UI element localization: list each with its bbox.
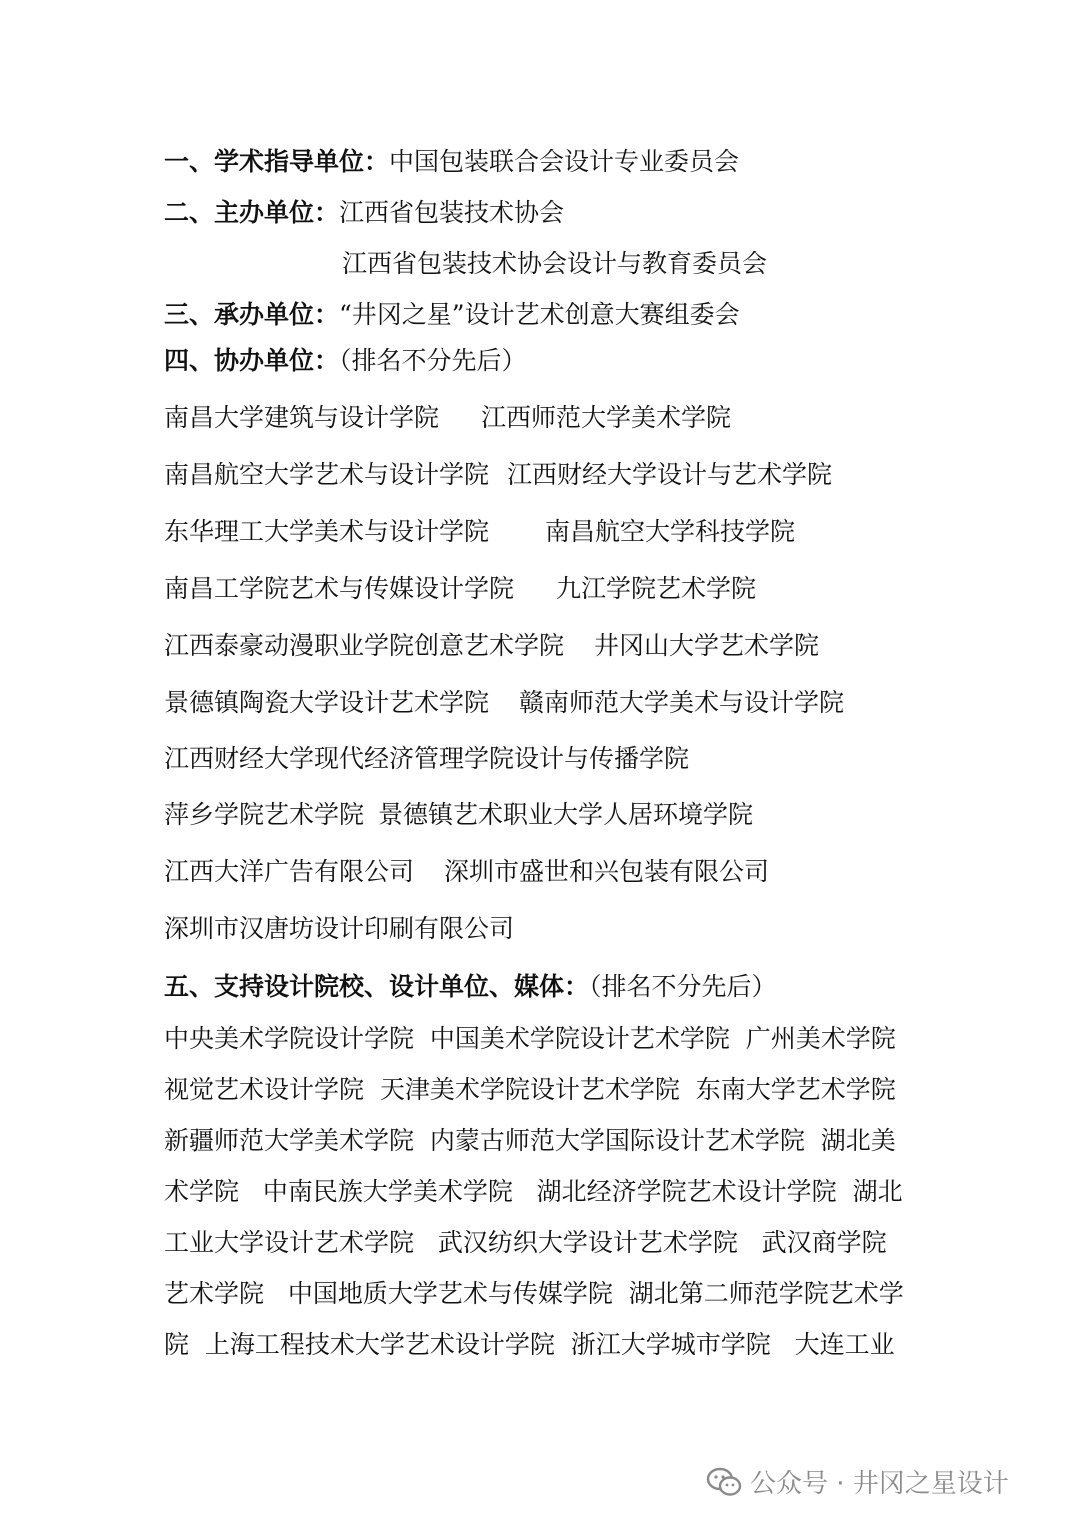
section-1-value: 中国包装联合会设计专业委员会 [389,147,740,176]
co-organizer-row [164,743,920,775]
section-3-value: “井冈之星”设计艺术创意大赛组委会 [339,300,740,329]
section-4-heading: 四、协办单位： [164,346,340,375]
co-organizer-row [164,799,920,831]
supporters-line: 术学院 中南民族大学美术学院 湖北经济学院艺术设计学院 湖北 [164,1177,903,1206]
section-3 [164,299,920,331]
co-organizer-row [164,630,920,662]
section-4 [164,345,920,377]
co-organizer-row [164,516,920,548]
co-organizer: 南昌航空大学艺术与设计学院 [164,460,490,489]
co-organizer: 萍乡学院艺术学院 [164,800,365,829]
co-organizer-row [164,913,920,945]
co-organizer: 江西财经大学设计与艺术学院 [507,460,833,489]
co-organizer: 井冈山大学艺术学院 [594,631,820,660]
section-2-value-1: 江西省包装技术协会 [339,198,565,227]
co-organizer: 深圳市盛世和兴包装有限公司 [444,857,770,886]
section-3-heading: 三、承办单位： [164,300,340,329]
section-2 [164,197,920,229]
co-organizer: 南昌大学建筑与设计学院 [164,403,440,432]
co-organizer-row [164,687,920,719]
section-5-heading: 五、支持设计院校、设计单位、媒体： [164,972,590,1001]
co-organizer-row [164,573,920,605]
co-organizer-row [164,856,920,888]
supporters-line: 中央美术学院设计学院 中国美术学院设计艺术学院 广州美术学院 [164,1024,896,1053]
co-organizer: 南昌航空大学科技学院 [545,517,796,546]
co-organizer: 景德镇陶瓷大学设计艺术学院 [164,688,490,717]
co-organizer: 南昌工学院艺术与传媒设计学院 [164,574,515,603]
co-organizer: 深圳市汉唐坊设计印刷有限公司 [164,914,515,943]
supporters-line: 艺术学院 中国地质大学艺术与传媒学院 湖北第二师范学院艺术学 [164,1279,904,1308]
co-organizer: 东华理工大学美术与设计学院 [164,517,490,546]
supporters-line: 视觉艺术设计学院 天津美术学院设计艺术学院 东南大学艺术学院 [164,1075,896,1104]
co-organizer: 赣南师范大学美术与设计学院 [519,688,845,717]
co-organizer: 江西泰豪动漫职业学院创意艺术学院 [164,631,565,660]
section-1-heading: 一、学术指导单位： [164,147,390,176]
watermark-text: 公众号 · 井冈之星设计 [750,1469,1009,1499]
supporters-line: 新疆师范大学美术学院 内蒙古师范大学国际设计艺术学院 湖北美 [164,1126,896,1155]
co-organizer: 九江学院艺术学院 [556,574,757,603]
supporters-line: 院 上海工程技术大学艺术设计学院 浙江大学城市学院 大连工业 [164,1330,895,1359]
co-organizer-row [164,402,920,434]
wechat-icon [706,1466,742,1498]
co-organizer: 江西财经大学现代经济管理学院设计与传播学院 [164,744,690,773]
section-2-line-2 [342,248,920,280]
co-organizer: 江西大洋广告有限公司 [164,857,415,886]
section-4-note: （排名不分先后） [339,346,527,375]
co-organizer: 景德镇艺术职业大学人居环境学院 [378,800,754,829]
section-2-value-2: 江西省包装技术协会设计与教育委员会 [342,249,768,278]
section-5-note: （排名不分先后） [589,972,777,1001]
section-1 [164,146,920,178]
co-organizer: 江西师范大学美术学院 [481,403,732,432]
co-organizer-row [164,459,920,491]
supporters-line: 工业大学设计艺术学院 武汉纺织大学设计艺术学院 武汉商学院 [164,1228,887,1257]
section-5 [164,971,920,1003]
section-2-heading: 二、主办单位： [164,198,340,227]
watermark [706,1463,1009,1500]
